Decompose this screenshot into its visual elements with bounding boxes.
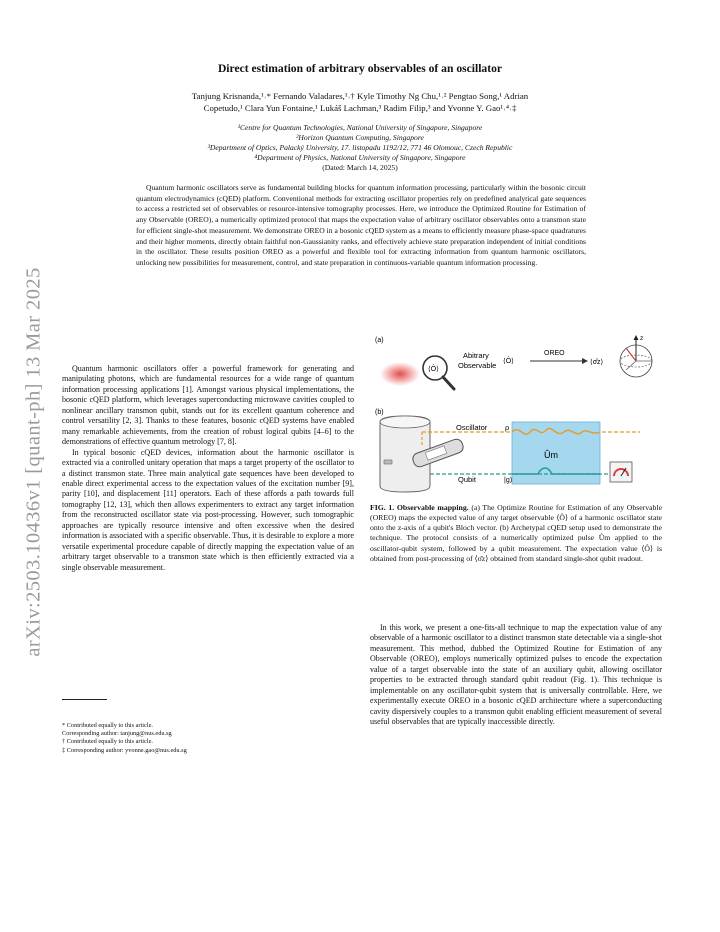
affiliation-4: ⁴Department of Physics, National University of Singapore, Singapore [254, 153, 466, 162]
right-column [370, 623, 662, 728]
right-paragraph-1: In this work, we present a one-fits-all technique to map the expectation value of any observable of a harmonic oscillator to a distinct transmon state detectable via a single-shot measurement. This method, dubbed the Optimized Routine for Estimation of any Observable (OREO), employs numerically optimized pulses to encode the expectation value of a target observable into the state of an auxiliary qubit, allowing oscillator properties to be extracted through standard qubit readout (Fig. 1). This technique is implementable on any oscillator-qubit system that is universally controllable. Here, we experimentally execute OREO in a bosonic cQED architecture where a superconducting cavity dispersively couples to a transmon qubit enabling efficient measurement of several useful observables that are typically inaccessible directly. [370, 623, 662, 727]
unitary-label: Ûm [544, 450, 558, 460]
lens-observable: ⟨Ô⟩ [428, 366, 439, 373]
arxiv-id: arXiv:2503.10436v1 [quant-ph] 13 Mar 2025 [22, 267, 45, 657]
label-qubit: Qubit [458, 475, 476, 484]
caption-title: Observable mapping. [396, 503, 469, 512]
caption-text: (a) The Optimize Routine for Estimation of any Observable (OREO) maps the expected value of any target observable ⟨Ô⟩ of a harmonic oscillator state onto the z-axis of a qubit's Bloch vector. (b) Archetypal cQED setup used to demonstrate the technique. The protocol consists of a numerically optimized pulse Ûm applied to the oscillator-qubit system, followed by a qubit measurement. The expectation value ⟨Ô⟩ is obtained from post-processing of ⟨σ̂z⟩ obtained from standard single-shot qubit readout. [370, 503, 663, 563]
authors [100, 90, 620, 114]
authors-line-1: Tanjung Krisnanda,¹˒* Fernando Valadares,¹˒† Kyle Timothy Ng Chu,¹˒² Pengtao Song,¹ Adrian [191, 91, 529, 101]
sigma-bracket: ⟨σ̂z⟩ [590, 359, 604, 366]
footnote-rule [62, 699, 107, 700]
dated: (Dated: March 14, 2025) [322, 163, 398, 172]
footnotes [62, 722, 354, 755]
left-column [62, 364, 354, 573]
footnote-2: Corresponding author: tanjung@nus.edu.sg [62, 730, 172, 738]
abstract: Quantum harmonic oscillators serve as fundamental building blocks for quantum information processing, particularly within the bosonic circuit quantum electrodynamics (cQED) platform. Conventional methods for extracting oscillator properties rely on predefined analytical gate sequences to access a restricted set of observables or resource-intensive tomography processes. Here, we introduce the Optimized Routine for Estimation of any Observable (OREO), a numerically optimized protocol that maps the expectation value of arbitrary oscillator observables onto a transmon state for efficient single-shot measurement. We demonstrate OREO in a bosonic cQED system as a means to efficiently measure phase-space quadratures and their higher moments, directly obtain faithful non-Gaussianity ranks, and effectively achieve state preparation independent of initial conditions in the oscillator. These results position OREO as a powerful and flexible tool for extracting information from quantum harmonic oscillators, unlocking new possibilities for measurement, control, and state preparation in continuous-variable quantum information processing. [136, 183, 586, 267]
label-observable: Observable [458, 361, 497, 370]
label-rho: ρ [505, 423, 510, 432]
observable-bracket: ⟨Ô⟩ [503, 358, 514, 365]
footnote-1: * Contributed equally to this article. [62, 722, 153, 729]
caption-label: FIG. 1. [370, 503, 395, 512]
coupler-pin [384, 460, 392, 464]
authors-line-2: Copetudo,¹ Clara Yun Fontaine,¹ Lukáš Lachman,³ Radim Filip,³ and Yvonne Y. Gao¹˒⁴˒‡ [203, 103, 517, 113]
footnote-3: † Contributed equally to this article. [62, 738, 153, 746]
z-axis-label: z [640, 335, 644, 342]
left-paragraph-1: Quantum harmonic oscillators offer a powerful framework for generating and manipulating photons, which are fundamental resources for a wide range of quantum information processing applications [1]. Amongst various physical implementations, the bosonic cQED platform, which leverages superconducting microwave cavities coupled to nonlinear ancillary transmon qubit, stands out for its excellent quantum coherence and control versatility [2, 3]. Thanks to these features, bosonic cQED systems have enabled many remarkable achievements, from the creation of robust logical qubits [4–6] to the demonstrations of effective quantum metrology [7, 8]. [62, 364, 354, 447]
label-abitrary: Abitrary [463, 351, 489, 360]
laser-glow [380, 362, 420, 386]
label-ground-ket: |g⟩ [504, 477, 513, 484]
affiliation-1: ¹Centre for Quantum Technologies, National University of Singapore, Singapore [237, 123, 483, 132]
meter-box [610, 462, 632, 482]
panel-a-label: (a) [375, 337, 384, 344]
footnote-4: ‡ Corresponding author: yvonne.gao@nus.edu.sg [62, 746, 187, 754]
left-paragraph-2: In typical bosonic cQED devices, information about the harmonic oscillator is extracted via a controlled unitary operation that maps a target property of the oscillator to a distinct transmon state. Three main analytical gate sequences have been developed to enable direct experimental access to the expectation values of the excitation number [9], parity [10], and displacement [11] operators. Each of these affords a path towards full tomography [12, 13], which then allows experimenters to extract any target information from the reconstructed oscillator state via post-processing. However, such tomographic approaches are typically resource intensive and often excessive when the desired information is associated with a specific observable. Thus, it is desirable to explore a more versatile experimental procedure capable of directly mapping the expectation value of an arbitrary target observable to a transmon state which is then efficiently extracted via a single observable measurement. [62, 447, 354, 572]
affiliations [90, 123, 630, 173]
figure-caption [370, 503, 662, 564]
affiliation-2: ²Horizon Quantum Computing, Singapore [296, 133, 424, 142]
magnifier-handle [443, 377, 454, 389]
paper-title: Direct estimation of arbitrary observables of an oscillator [217, 62, 503, 75]
affiliation-3: ³Department of Optics, Palacký University, 17. listopadu 1192/12, 771 46 Olomouc, Czech Republic [207, 143, 513, 152]
figure-1 [370, 334, 670, 496]
panel-b-label: (b) [375, 409, 384, 416]
arxiv-sidebar [14, 252, 54, 672]
label-oscillator: Oscillator [456, 423, 488, 432]
label-oreo: OREO [544, 350, 565, 357]
